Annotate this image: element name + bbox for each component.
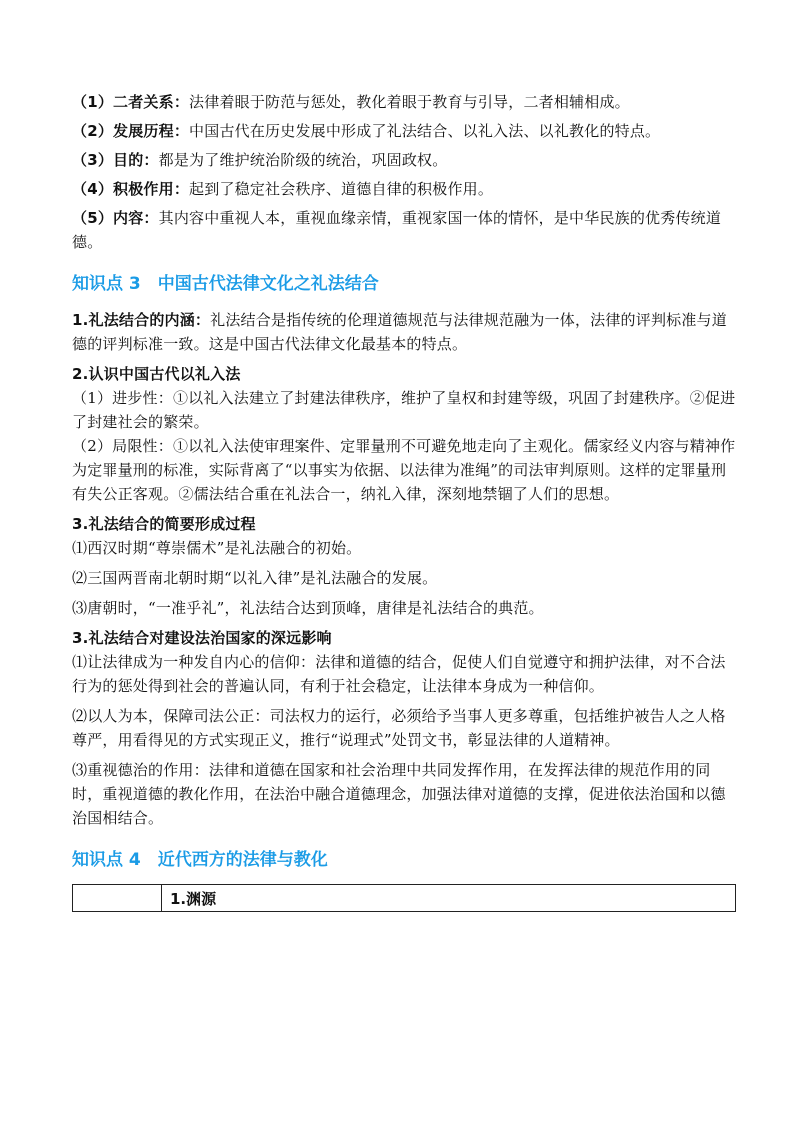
section-3-sub3-title: 3.礼法结合的简要形成过程: [72, 515, 256, 533]
intro-label-1: （1）二者关系：: [72, 93, 190, 111]
section-4-heading: 知识点 4 近代西方的法律与教化: [72, 850, 328, 870]
section-4-table: [72, 884, 736, 912]
intro-text-2: 中国古代在历史发展中形成了礼法结合、以礼入法、以礼教化的特点。: [189, 122, 661, 140]
section-3-sub2-limitation: （2）局限性：①以礼入法使审理案件、定罪量刑不可避免地走向了主观化。儒家经义内容与精神作为定罪量刑的标准，实际背离了“以事实为依据、以法律为准绳”的司法审判原则。这样的定罪量刑有失公正客观。②儒法结合重在礼法合一，纳礼入律，深刻地禁锢了人们的思想。: [72, 437, 736, 503]
section-3-sub3-item-2: ⑵三国两晋南北朝时期“以礼入律”是礼法融合的发展。: [72, 569, 438, 587]
intro-text-5: 其内容中重视人本，重视血缘亲情，重视家国一体的情怀，是中华民族的优秀传统道德。: [72, 209, 722, 251]
section-3-sub4-item-2: ⑵以人为本，保障司法公正：司法权力的运行，必须给予当事人更多尊重，包括维护被告人之人格尊严，用看得见的方式实现正义，推行“说理式”处罚文书，彰显法律的人道精神。: [72, 707, 726, 749]
table-cell-empty: [73, 885, 162, 912]
intro-item-4: [72, 177, 736, 201]
document-page: [72, 90, 736, 912]
intro-label-3: （3）目的：: [72, 151, 159, 169]
section-3-meaning-label: 1.礼法结合的内涵：: [72, 311, 211, 329]
intro-text-4: 起到了稳定社会秩序、道德自律的积极作用。: [189, 180, 494, 198]
section-3-sub3-item-1: ⑴西汉时期“尊崇儒术”是礼法融合的初始。: [72, 539, 362, 557]
intro-item-3: [72, 148, 736, 172]
intro-item-5: [72, 206, 736, 254]
section-3-meaning: [72, 308, 736, 356]
table-row: [73, 885, 736, 912]
intro-item-2: [72, 119, 736, 143]
section-3-heading: 知识点 3 中国古代法律文化之礼法结合: [72, 274, 379, 294]
section-3-sub4-title: 3.礼法结合对建设法治国家的深远影响: [72, 629, 332, 647]
intro-label-2: （2）发展历程：: [72, 122, 190, 140]
table-cell-origin: 1.渊源: [162, 885, 736, 912]
intro-text-3: 都是为了维护统治阶级的统治，巩固政权。: [158, 151, 448, 169]
section-3-sub3-item-3: ⑶唐朝时，“一准乎礼”，礼法结合达到顶峰，唐律是礼法结合的典范。: [72, 599, 544, 617]
intro-label-5: （5）内容：: [72, 209, 159, 227]
section-3-meaning-text: 礼法结合是指传统的伦理道德规范与法律规范融为一体，法律的评判标准与道德的评判标准一致。这是中国古代法律文化最基本的特点。: [72, 311, 727, 353]
section-3-sub4-item-3: ⑶重视德治的作用：法律和道德在国家和社会治理中共同发挥作用，在发挥法律的规范作用的同时，重视道德的教化作用，在法治中融合道德理念，加强法律对道德的支撑，促进依法治国和以德治国相结合。: [72, 761, 726, 827]
intro-label-4: （4）积极作用：: [72, 180, 190, 198]
section-3-sub2-title: 2.认识中国古代以礼入法: [72, 365, 241, 383]
section-3-sub2-progress: （1）进步性：①以礼入法建立了封建法律秩序，维护了皇权和封建等级，巩固了封建秩序。②促进了封建社会的繁荣。: [72, 389, 736, 431]
intro-item-1: [72, 90, 736, 114]
intro-text-1: 法律着眼于防范与惩处，教化着眼于教育与引导，二者相辅相成。: [189, 93, 630, 111]
section-3-sub4-item-1: ⑴让法律成为一种发自内心的信仰：法律和道德的结合，促使人们自觉遵守和拥护法律，对不合法行为的惩处得到社会的普遍认同，有利于社会稳定，让法律本身成为一种信仰。: [72, 653, 726, 695]
